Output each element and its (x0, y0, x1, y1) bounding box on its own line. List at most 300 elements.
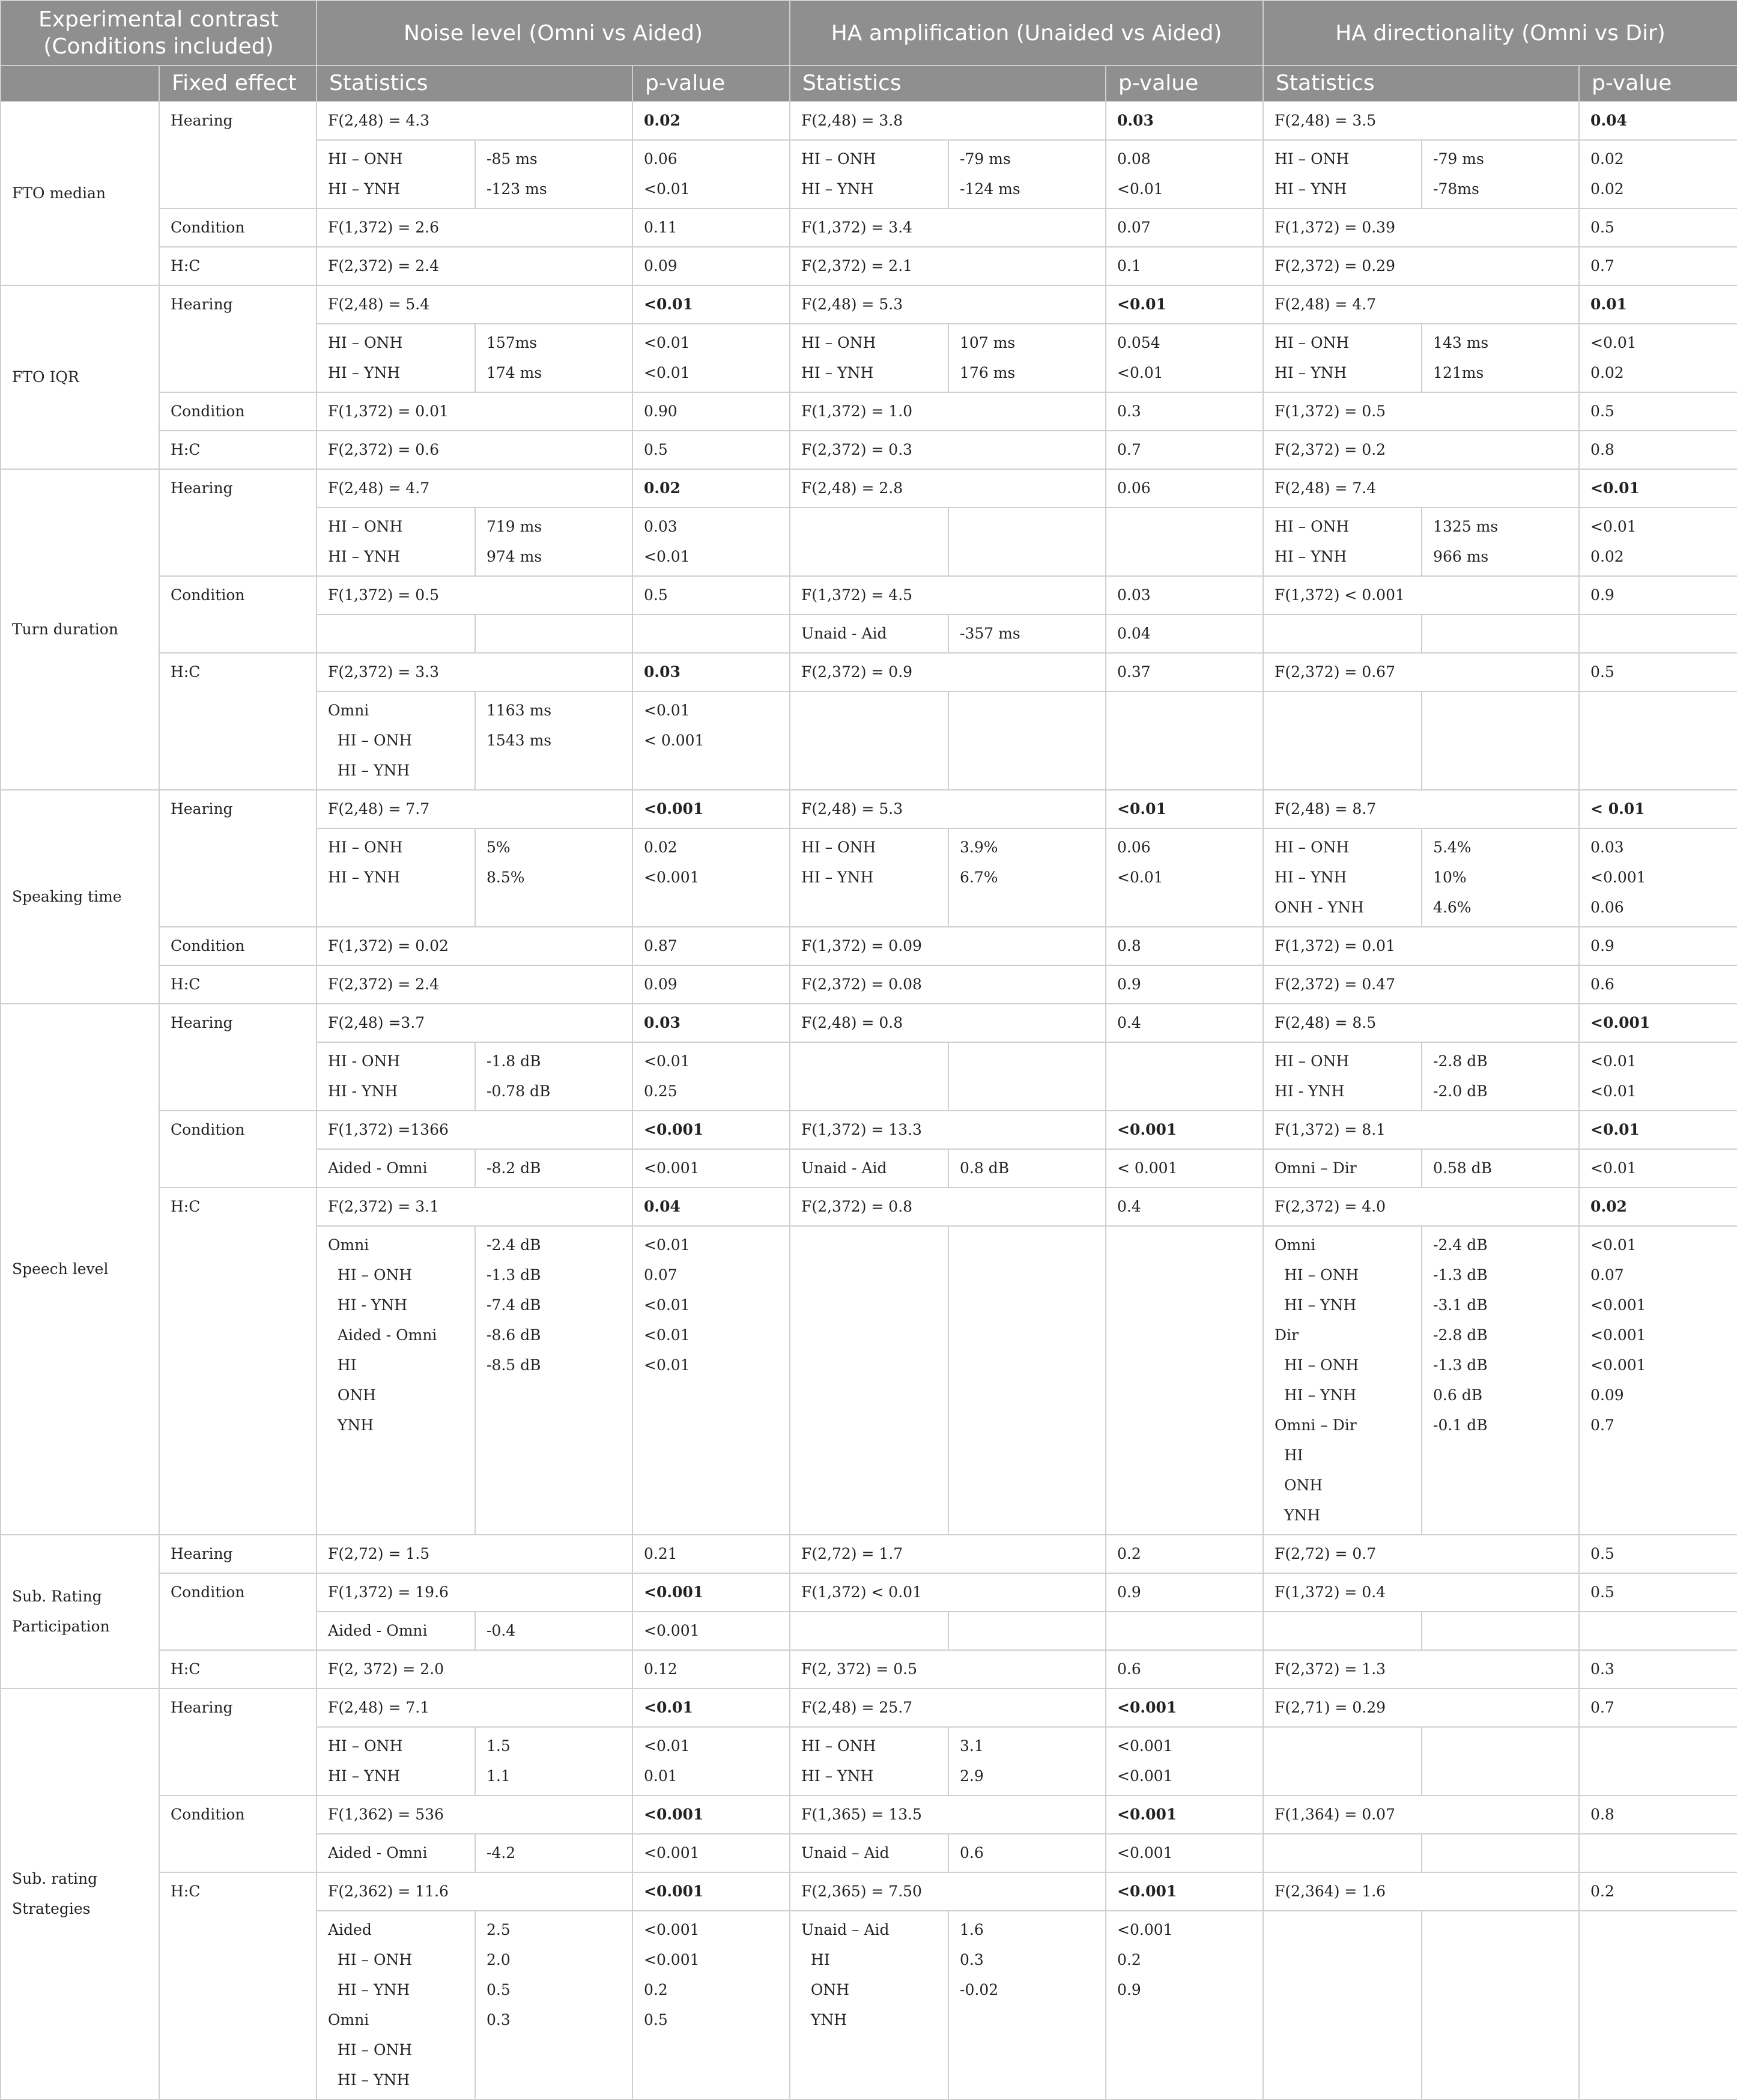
contrast-cell (317, 140, 475, 208)
statistic-cell: F(1,372) = 1.0 (790, 392, 1106, 431)
table-row (1, 102, 1737, 140)
estimate-line: 157ms (487, 334, 538, 351)
contrast-cell (1263, 1042, 1422, 1111)
p-value-cell: 0.1 (1106, 247, 1263, 285)
table-row (1, 653, 1737, 691)
p-value-line: < 0.001 (1117, 1159, 1178, 1177)
contrast-line: ONH (801, 1981, 850, 1998)
p-value-cell: 0.5 (632, 576, 790, 615)
statistic-cell: F(1,372) = 0.02 (317, 927, 632, 965)
p-value-line: <0.01 (644, 1356, 690, 1374)
statistic-cell: F(1,372) = 0.4 (1263, 1573, 1579, 1612)
contrast-cell (1263, 1727, 1422, 1795)
measure-cell (1, 285, 159, 469)
p-value-cell: <0.01 (632, 1689, 790, 1727)
p-value-cell: 0.7 (1106, 431, 1263, 469)
estimate-line: -1.3 dB (1433, 1266, 1488, 1284)
table-row (1, 576, 1737, 615)
measure-label: Sub. Rating Participation (12, 1588, 110, 1635)
table-row (1, 392, 1737, 431)
contrast-line: HI – ONH (328, 334, 403, 351)
estimate-line: 974 ms (487, 548, 542, 565)
p-value-cell (1579, 1834, 1737, 1872)
statistic-cell: F(1,372) < 0.01 (790, 1573, 1106, 1612)
estimate-cell (475, 1149, 632, 1188)
p-value-cell: 0.06 (1106, 469, 1263, 508)
estimate-line: -3.1 dB (1433, 1296, 1488, 1314)
statistic-cell: F(2,372) = 0.08 (790, 965, 1106, 1004)
estimate-cell (948, 1727, 1106, 1795)
contrast-line: HI – YNH (328, 2071, 410, 2089)
contrast-cell (790, 140, 948, 208)
statistic-cell: F(1,372) = 0.01 (317, 392, 632, 431)
contrast-cell (790, 1911, 948, 2099)
table-row (1, 469, 1737, 508)
contrast-line: Aided - Omni (328, 1326, 437, 1344)
p-value-line: 0.25 (644, 1082, 678, 1100)
contrast-cell (790, 1226, 948, 1535)
contrast-line: Aided (328, 1921, 372, 1938)
contrast-line: ONH (328, 1386, 377, 1404)
p-value-cell: 0.9 (1579, 927, 1737, 965)
p-value-line: 0.02 (644, 839, 678, 856)
statistic-cell: F(2,372) = 0.3 (790, 431, 1106, 469)
estimate-line: 4.6% (1433, 899, 1472, 916)
contrast-line: HI – YNH (1275, 364, 1347, 381)
p-value-line: 0.03 (1590, 839, 1624, 856)
estimate-cell (948, 508, 1106, 576)
p-value-cell: 0.2 (1579, 1872, 1737, 1911)
contrast-line: HI – ONH (1275, 839, 1350, 856)
p-value-line: <0.01 (1590, 1082, 1637, 1100)
p-value-cell (1106, 508, 1263, 576)
estimate-line: 0.5 (487, 1981, 511, 1998)
contrast-line: HI - YNH (1275, 1082, 1345, 1100)
contrast-line: HI – ONH (328, 732, 413, 749)
p-value-cell: 0.04 (1579, 102, 1737, 140)
p-value-cell: 0.90 (632, 392, 790, 431)
p-value-line: <0.001 (1117, 1921, 1173, 1938)
p-value-cell (1579, 1226, 1737, 1535)
p-value-line: <0.01 (1117, 869, 1163, 886)
measure-cell (1, 1689, 159, 2099)
contrast-line: Unaid – Aid (801, 1921, 890, 1938)
statistic-cell: F(2,48) =3.7 (317, 1004, 632, 1042)
estimate-line: 0.58 dB (1433, 1159, 1493, 1177)
contrast-cell (1263, 1834, 1422, 1872)
p-value-cell: 0.03 (1106, 576, 1263, 615)
estimate-line: 2.9 (960, 1767, 984, 1785)
p-value-cell (632, 1149, 790, 1188)
contrast-line: Aided - Omni (328, 1159, 428, 1177)
estimate-cell (475, 615, 632, 653)
table-row (1, 208, 1737, 247)
fixed-effect-cell: H:C (159, 1872, 317, 2099)
p-value-cell: 0.3 (1579, 1650, 1737, 1689)
p-value-cell (1579, 1727, 1737, 1795)
fixed-effect-cell: Hearing (159, 102, 317, 208)
contrast-line: ONH - YNH (1275, 899, 1364, 916)
p-value-cell: <0.001 (1106, 1872, 1263, 1911)
header-pvalue-directionality: p-value (1579, 65, 1737, 102)
p-value-line: <0.01 (1590, 1159, 1637, 1177)
contrast-cell (790, 828, 948, 927)
measure-cell (1, 1535, 159, 1689)
p-value-cell: <0.001 (632, 1111, 790, 1149)
contrast-line: HI – YNH (801, 869, 874, 886)
fixed-effect-cell: Hearing (159, 285, 317, 392)
statistic-cell: F(2,372) = 3.3 (317, 653, 632, 691)
estimate-line: -2.4 dB (487, 1236, 541, 1254)
fixed-effect-cell: Hearing (159, 469, 317, 576)
measure-label: FTO IQR (12, 368, 79, 386)
statistic-cell: F(2,48) = 4.7 (1263, 285, 1579, 324)
header-statistics-amplification: Statistics (790, 65, 1106, 102)
contrast-line: HI – ONH (328, 2041, 413, 2059)
p-value-cell: <0.01 (1106, 790, 1263, 828)
contrast-cell (790, 1042, 948, 1111)
p-value-line: <0.01 (644, 1236, 690, 1254)
p-value-cell: 0.01 (1579, 285, 1737, 324)
p-value-line: 0.06 (644, 150, 678, 168)
estimate-line: 143 ms (1433, 334, 1489, 351)
p-value-cell: 0.11 (632, 208, 790, 247)
statistic-cell: F(2,72) = 1.5 (317, 1535, 632, 1573)
contrast-cell (1263, 691, 1422, 790)
contrast-line: HI (1275, 1446, 1303, 1464)
estimate-line: -1.3 dB (1433, 1356, 1488, 1374)
estimate-cell (475, 1226, 632, 1535)
contrast-line: Omni (328, 1236, 369, 1254)
p-value-cell: 0.9 (1106, 1573, 1263, 1612)
statistic-cell: F(2,48) = 7.7 (317, 790, 632, 828)
contrast-line: ONH (1275, 1476, 1323, 1494)
estimate-cell (475, 1727, 632, 1795)
estimate-line: -124 ms (960, 180, 1020, 198)
p-value-cell: 0.09 (632, 247, 790, 285)
statistic-cell: F(2,48) = 8.7 (1263, 790, 1579, 828)
contrast-cell (317, 828, 475, 927)
contrast-line: HI – YNH (328, 1767, 401, 1785)
fixed-effect-cell: Condition (159, 927, 317, 965)
statistic-cell: F(2,372) = 2.4 (317, 965, 632, 1004)
statistic-cell: F(2,372) = 0.6 (317, 431, 632, 469)
estimate-line: -123 ms (487, 180, 547, 198)
table-row (1, 1535, 1737, 1573)
p-value-cell (632, 140, 790, 208)
statistic-cell: F(2,362) = 11.6 (317, 1872, 632, 1911)
p-value-cell (632, 828, 790, 927)
p-value-cell: 0.21 (632, 1535, 790, 1573)
p-value-cell: 0.03 (1106, 102, 1263, 140)
p-value-line: <0.01 (644, 702, 690, 719)
statistic-cell: F(2,372) = 1.3 (1263, 1650, 1579, 1689)
p-value-cell (632, 1042, 790, 1111)
statistic-cell: F(2,48) = 7.1 (317, 1689, 632, 1727)
p-value-line: <0.001 (1117, 1737, 1173, 1755)
statistic-cell: F(2,372) = 0.29 (1263, 247, 1579, 285)
p-value-line: 0.02 (1590, 364, 1624, 381)
estimate-line: -1.8 dB (487, 1052, 541, 1070)
estimate-cell (948, 828, 1106, 927)
statistic-cell: F(2,372) = 0.8 (790, 1188, 1106, 1226)
p-value-line: <0.01 (1117, 364, 1163, 381)
contrast-line: HI – ONH (801, 1737, 876, 1755)
estimate-line: -8.6 dB (487, 1326, 541, 1344)
p-value-cell: 0.9 (1106, 965, 1263, 1004)
estimate-cell (1422, 1727, 1579, 1795)
p-value-line: <0.001 (644, 1844, 700, 1862)
p-value-line: 0.2 (1117, 1951, 1141, 1968)
contrast-line: HI – YNH (1275, 1386, 1357, 1404)
header-contrast-label: Experimental contrast (Conditions included) (38, 7, 279, 59)
contrast-line: HI (801, 1951, 830, 1968)
statistic-cell: F(1,372) = 3.4 (790, 208, 1106, 247)
table-row (1, 285, 1737, 324)
p-value-cell: 0.02 (632, 102, 790, 140)
estimate-line: -7.4 dB (487, 1296, 541, 1314)
contrast-line: HI – YNH (1275, 180, 1347, 198)
estimate-cell (948, 1911, 1106, 2099)
statistic-cell: F(1,372) =1366 (317, 1111, 632, 1149)
contrast-line: YNH (801, 2011, 847, 2029)
contrast-line: Omni (1275, 1236, 1316, 1254)
estimate-line: -357 ms (960, 625, 1020, 642)
contrast-cell (1263, 1612, 1422, 1650)
contrast-line: HI – YNH (328, 180, 401, 198)
p-value-line: <0.001 (1590, 869, 1646, 886)
statistic-cell: F(2,372) = 0.47 (1263, 965, 1579, 1004)
p-value-cell (1106, 1727, 1263, 1795)
estimate-cell (1422, 1834, 1579, 1872)
header-experimental-contrast (1, 1, 317, 65)
contrast-line: HI – ONH (328, 1266, 413, 1284)
statistic-cell: F(1,372) = 19.6 (317, 1573, 632, 1612)
statistic-cell: F(1,372) = 0.5 (1263, 392, 1579, 431)
contrast-line: HI – ONH (328, 150, 403, 168)
p-value-cell: <0.001 (1106, 1795, 1263, 1834)
statistic-cell: F(2,71) = 0.29 (1263, 1689, 1579, 1727)
contrast-line: Omni (328, 2011, 369, 2029)
p-value-line: <0.001 (644, 1159, 700, 1177)
contrast-cell (317, 1911, 475, 2099)
contrast-line: Omni (328, 702, 369, 719)
estimate-line: -0.78 dB (487, 1082, 551, 1100)
contrast-cell (317, 324, 475, 392)
p-value-line: 0.02 (1590, 150, 1624, 168)
contrast-cell (317, 1834, 475, 1872)
estimate-cell (475, 324, 632, 392)
p-value-line: 0.03 (644, 518, 678, 535)
contrast-line: Unaid - Aid (801, 1159, 887, 1177)
p-value-cell: 0.03 (632, 1004, 790, 1042)
p-value-cell: 0.7 (1579, 247, 1737, 285)
p-value-line: <0.001 (1590, 1356, 1646, 1374)
p-value-cell (1106, 1149, 1263, 1188)
p-value-cell (632, 324, 790, 392)
p-value-cell (632, 1727, 790, 1795)
header-statistics-noise: Statistics (317, 65, 632, 102)
p-value-cell: 0.5 (1579, 1573, 1737, 1612)
estimate-cell (1422, 691, 1579, 790)
statistic-cell: F(2,372) = 4.0 (1263, 1188, 1579, 1226)
measure-label: Speaking time (12, 888, 122, 905)
p-value-line: <0.001 (1117, 1844, 1173, 1862)
fixed-effect-cell: H:C (159, 653, 317, 790)
contrast-line: HI - ONH (328, 1052, 401, 1070)
table-row (1, 965, 1737, 1004)
estimate-line: 176 ms (960, 364, 1016, 381)
p-value-line: 0.07 (1590, 1266, 1624, 1284)
p-value-cell (632, 1834, 790, 1872)
estimate-line: 1.6 (960, 1921, 984, 1938)
p-value-line: 0.01 (644, 1767, 678, 1785)
statistic-cell: F(1,362) = 536 (317, 1795, 632, 1834)
p-value-line: 0.04 (1117, 625, 1151, 642)
p-value-cell (632, 1612, 790, 1650)
measure-cell (1, 469, 159, 790)
contrast-cell (1263, 1911, 1422, 2099)
contrast-cell (317, 1042, 475, 1111)
p-value-cell: 0.02 (1579, 1188, 1737, 1226)
p-value-line: 0.07 (644, 1266, 678, 1284)
p-value-cell (632, 508, 790, 576)
p-value-cell: 0.4 (1106, 1188, 1263, 1226)
estimate-line: -8.5 dB (487, 1356, 541, 1374)
p-value-cell: <0.001 (1106, 1111, 1263, 1149)
p-value-cell (1579, 615, 1737, 653)
estimate-line: 1163 ms (487, 702, 552, 719)
statistic-cell: F(1,372) = 0.39 (1263, 208, 1579, 247)
estimate-line: 2.0 (487, 1951, 511, 1968)
contrast-line: HI - YNH (328, 1296, 408, 1314)
contrast-cell (1263, 1149, 1422, 1188)
p-value-cell (632, 691, 790, 790)
contrast-cell (790, 508, 948, 576)
contrast-cell (1263, 1226, 1422, 1535)
estimate-cell (948, 324, 1106, 392)
estimate-cell (475, 1834, 632, 1872)
measure-label: Turn duration (12, 621, 118, 638)
statistic-cell: F(2,72) = 1.7 (790, 1535, 1106, 1573)
p-value-cell: 0.09 (632, 965, 790, 1004)
p-value-cell: 0.6 (1579, 965, 1737, 1004)
estimate-line: -79 ms (1433, 150, 1484, 168)
estimate-cell (948, 1149, 1106, 1188)
contrast-line: HI – YNH (1275, 869, 1347, 886)
contrast-line: HI – YNH (328, 762, 410, 779)
statistic-cell: F(2,48) = 8.5 (1263, 1004, 1579, 1042)
p-value-cell: 0.8 (1106, 927, 1263, 965)
p-value-line: <0.001 (644, 1921, 700, 1938)
p-value-cell (632, 1911, 790, 2099)
statistic-cell: F(2, 372) = 0.5 (790, 1650, 1106, 1689)
fixed-effect-cell: Condition (159, 392, 317, 431)
p-value-line: 0.5 (644, 2011, 668, 2029)
statistic-cell: F(2,48) = 4.7 (317, 469, 632, 508)
contrast-line: YNH (1275, 1507, 1321, 1524)
p-value-line: <0.01 (644, 1326, 690, 1344)
fixed-effect-cell: Condition (159, 1573, 317, 1650)
estimate-cell (1422, 615, 1579, 653)
measure-cell (1, 790, 159, 1004)
fixed-effect-cell: Hearing (159, 1535, 317, 1573)
estimate-line: 1325 ms (1433, 518, 1499, 535)
contrast-cell (790, 1612, 948, 1650)
p-value-line: <0.01 (644, 1052, 690, 1070)
header-blank (1, 65, 159, 102)
p-value-cell: <0.01 (1579, 1111, 1737, 1149)
header-noise-level: Noise level (Omni vs Aided) (317, 1, 790, 65)
p-value-line: 0.08 (1117, 150, 1151, 168)
contrast-line: Aided - Omni (328, 1844, 428, 1862)
fixed-effect-cell: Condition (159, 1795, 317, 1872)
contrast-line: Omni – Dir (1275, 1416, 1357, 1434)
estimate-line: -0.02 (960, 1981, 999, 1998)
table-row (1, 1573, 1737, 1612)
estimate-line: -2.4 dB (1433, 1236, 1488, 1254)
estimate-cell (948, 1226, 1106, 1535)
estimate-cell (948, 691, 1106, 790)
fixed-effect-cell: Condition (159, 208, 317, 247)
estimate-cell (475, 1612, 632, 1650)
statistic-cell: F(2,372) = 0.9 (790, 653, 1106, 691)
estimate-line: 8.5% (487, 869, 525, 886)
estimate-cell (1422, 1042, 1579, 1111)
p-value-cell (1106, 1226, 1263, 1535)
statistic-cell: F(2,372) = 2.1 (790, 247, 1106, 285)
contrast-cell (317, 615, 475, 653)
p-value-cell: 0.07 (1106, 208, 1263, 247)
statistic-cell: F(2,48) = 3.5 (1263, 102, 1579, 140)
p-value-line: 0.2 (644, 1981, 668, 1998)
p-value-cell: 0.5 (632, 431, 790, 469)
header-pvalue-noise: p-value (632, 65, 790, 102)
estimate-line: 1.1 (487, 1767, 511, 1785)
estimate-line: 3.1 (960, 1737, 984, 1755)
p-value-cell (1579, 1149, 1737, 1188)
contrast-cell (790, 615, 948, 653)
table-row (1, 1795, 1737, 1834)
contrast-line: HI – ONH (1275, 334, 1350, 351)
estimate-cell (1422, 828, 1579, 927)
p-value-line: <0.01 (644, 548, 690, 565)
fixed-effect-cell: H:C (159, 247, 317, 285)
p-value-line: <0.01 (644, 1737, 690, 1755)
table-row (1, 1111, 1737, 1149)
contrast-line: HI – YNH (328, 364, 401, 381)
estimate-line: -2.0 dB (1433, 1082, 1488, 1100)
estimate-cell (1422, 1612, 1579, 1650)
estimate-cell (948, 1834, 1106, 1872)
p-value-cell: 0.6 (1106, 1650, 1263, 1689)
estimate-line: 6.7% (960, 869, 998, 886)
p-value-cell (1106, 1834, 1263, 1872)
estimate-line: 0.8 dB (960, 1159, 1010, 1177)
estimate-line: -78ms (1433, 180, 1479, 198)
contrast-line: Omni – Dir (1275, 1159, 1357, 1177)
p-value-line: <0.01 (644, 180, 690, 198)
p-value-line: <0.001 (1590, 1296, 1646, 1314)
contrast-cell (790, 1834, 948, 1872)
statistic-cell: F(1,372) = 0.01 (1263, 927, 1579, 965)
header-ha-amplification: HA amplification (Unaided vs Aided) (790, 1, 1263, 65)
p-value-cell (1106, 140, 1263, 208)
measure-cell (1, 1004, 159, 1535)
header-row-groups (1, 1, 1737, 65)
contrast-line: HI – ONH (1275, 1266, 1359, 1284)
estimate-line: 1543 ms (487, 732, 552, 749)
